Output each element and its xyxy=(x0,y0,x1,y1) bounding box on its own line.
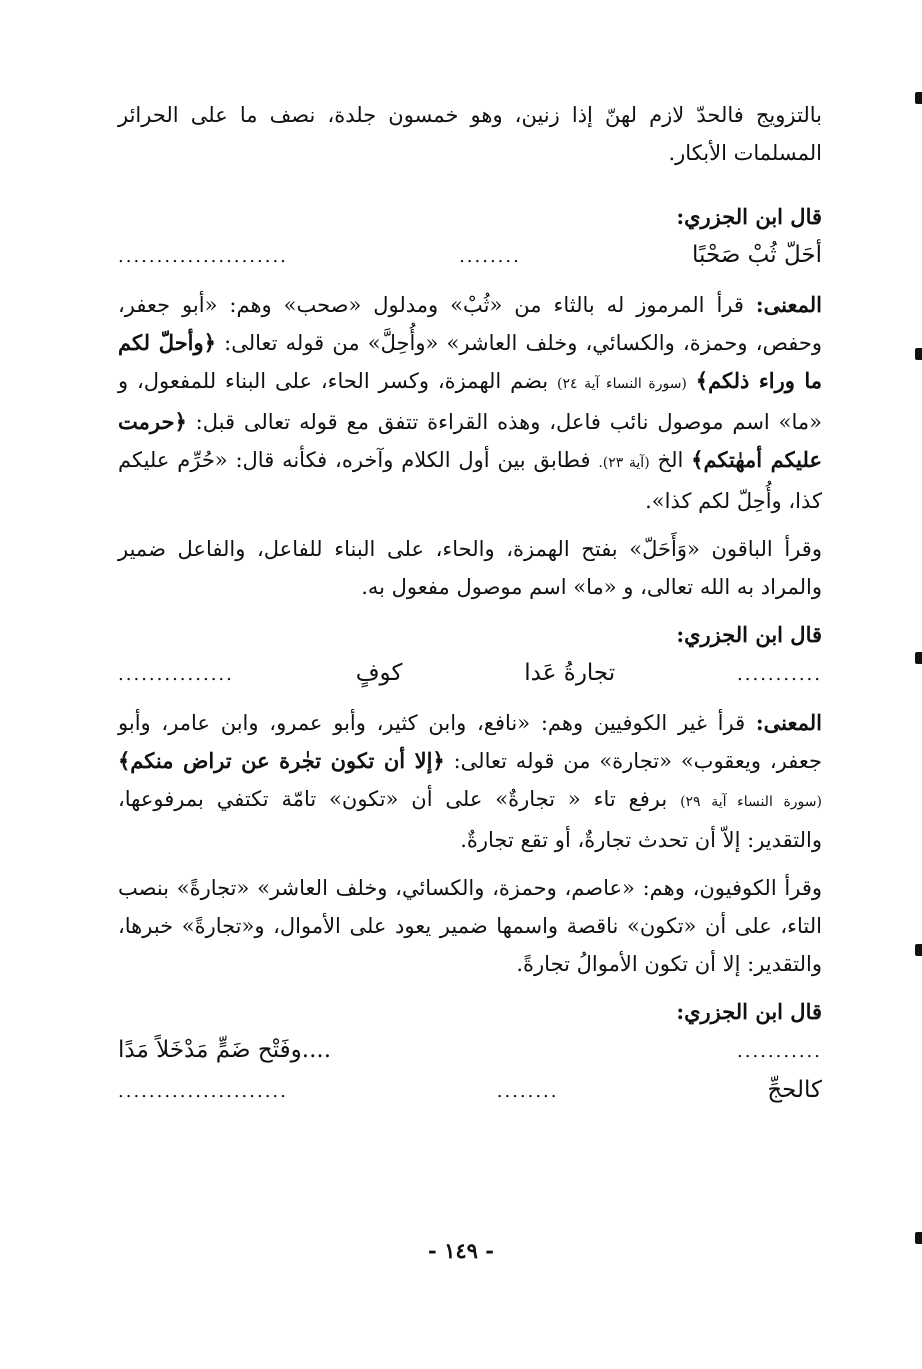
page-body xyxy=(118,96,822,1111)
paragraph-3: وقرأ الباقون «وَأَحَلّ» بفتح الهمزة، والحاء، على البناء للفاعل، والفاعل ضمير والمراد به الله تعالى، و «ما» اسم موصول مفعول به. xyxy=(118,537,822,599)
paragraph-2-part-2: بضم الهمزة، وكسر الحاء، على البناء للمفعول، و «ما» اسم موصول نائب فاعل، وهذه القراءة تتفق مع قوله تعالى قبل: xyxy=(118,369,822,434)
verse-2-text-b: كوفٍ xyxy=(355,660,403,686)
paragraph-1: بالتزويج فالحدّ لازم لهنّ إذا زنين، وهو خمسون جلدة، نصف ما على الحرائر المسلمات الأبكار. xyxy=(118,103,822,165)
verse-2-dots-start: ........... xyxy=(737,664,822,685)
verse-4-text: كالحجِّ xyxy=(767,1077,822,1103)
paragraph-5: وقرأ الكوفيون، وهم: «عاصم، وحمزة، والكسائي، وخلف العاشر» «تجارةً» بنصب التاء، على أن «تكون» ناقصة واسمها ضمير يعود على الأموال، و«تجارةً» خبرها، والتقدير: إلا أن تكون الأموالُ تجارةً. xyxy=(118,876,822,976)
binding-mark xyxy=(915,944,922,956)
verse-2-dots-end: ............... xyxy=(118,664,234,685)
section-heading-1: قال ابن الجزري: xyxy=(676,204,822,229)
quran-reference-2: (آية ٢٣). xyxy=(598,455,650,471)
verse-1-dots-mid: ........ xyxy=(459,246,521,267)
meaning-label-2: المعنى: xyxy=(755,710,822,735)
paragraph-2-part-3: الخ xyxy=(657,448,684,472)
verse-line-1 xyxy=(118,236,822,276)
binding-mark xyxy=(915,1232,922,1244)
verse-4-dots-mid: ........ xyxy=(496,1081,559,1102)
quran-reference-1: (سورة النساء آية ٢٤) xyxy=(556,376,687,392)
paragraph-2 xyxy=(118,286,822,520)
quran-reference-3: (سورة النساء آية ٢٩) xyxy=(680,794,822,810)
section-heading-3: قال ابن الجزري: xyxy=(676,999,822,1024)
verse-line-2 xyxy=(118,654,822,694)
verse-2-text-a: تجارةُ عَدا xyxy=(524,660,616,686)
page-number: - ١٤٩ - xyxy=(428,1238,494,1263)
verse-3-text: ....وفَتْح ضَمٍّ مَدْخَلاً مَدًا xyxy=(118,1037,332,1063)
binding-mark xyxy=(915,348,922,360)
paragraph-2-part-1: قرأ المرموز له بالثاء من «ثُبْ» ومدلول «صحب» وهم: «أبو جعفر، وحفص، وحمزة، والكسائي، وخلف العاشر» «وأُحِلَّ» من قوله تعالى: xyxy=(118,293,822,355)
verse-1-dots-end: ...................... xyxy=(118,246,288,267)
verse-1-text: أحَلّ ثُبْ صَحْبًا xyxy=(692,242,822,268)
verse-line-4 xyxy=(118,1071,822,1111)
section-heading-2: قال ابن الجزري: xyxy=(676,622,822,647)
binding-mark xyxy=(915,652,922,664)
binding-mark xyxy=(915,92,922,104)
verse-line-3 xyxy=(118,1031,822,1071)
meaning-label-1: المعنى: xyxy=(755,292,822,317)
quran-quote-3: ﴿إلا أن تكون تجٰرة عن تراض منكم﴾ xyxy=(118,748,445,773)
quran-quote-1: ﴿وأحلّ لكم ما وراء ذلكم﴾ xyxy=(118,330,822,393)
paragraph-4 xyxy=(118,704,822,859)
verse-3-dots-start: ........... xyxy=(737,1041,822,1062)
verse-4-dots-end: ...................... xyxy=(118,1081,288,1102)
paragraph-4-part-2: برفع تاء « تجارةٌ» على أن «تكون» تامّة تكتفي بمرفوعها، والتقدير: إلاّ أن تحدث تجارةٌ، أو تقع تجارةٌ. xyxy=(118,787,822,852)
quran-quote-2: ﴿حرمت عليكم أمهٰتكم﴾ xyxy=(118,409,822,472)
paragraph-2-part-4: فطابق بين أول الكلام وآخره، فكأنه قال: «حُرِّم عليكم كذا، وأُحِلّ لكم كذا». xyxy=(118,448,822,513)
paragraph-4-part-1: قرأ غير الكوفيين وهم: «نافع، وابن كثير، وأبو عمرو، وابن عامر، وأبو جعفر، ويعقوب» «تجارة» من قوله تعالى: xyxy=(118,711,822,773)
